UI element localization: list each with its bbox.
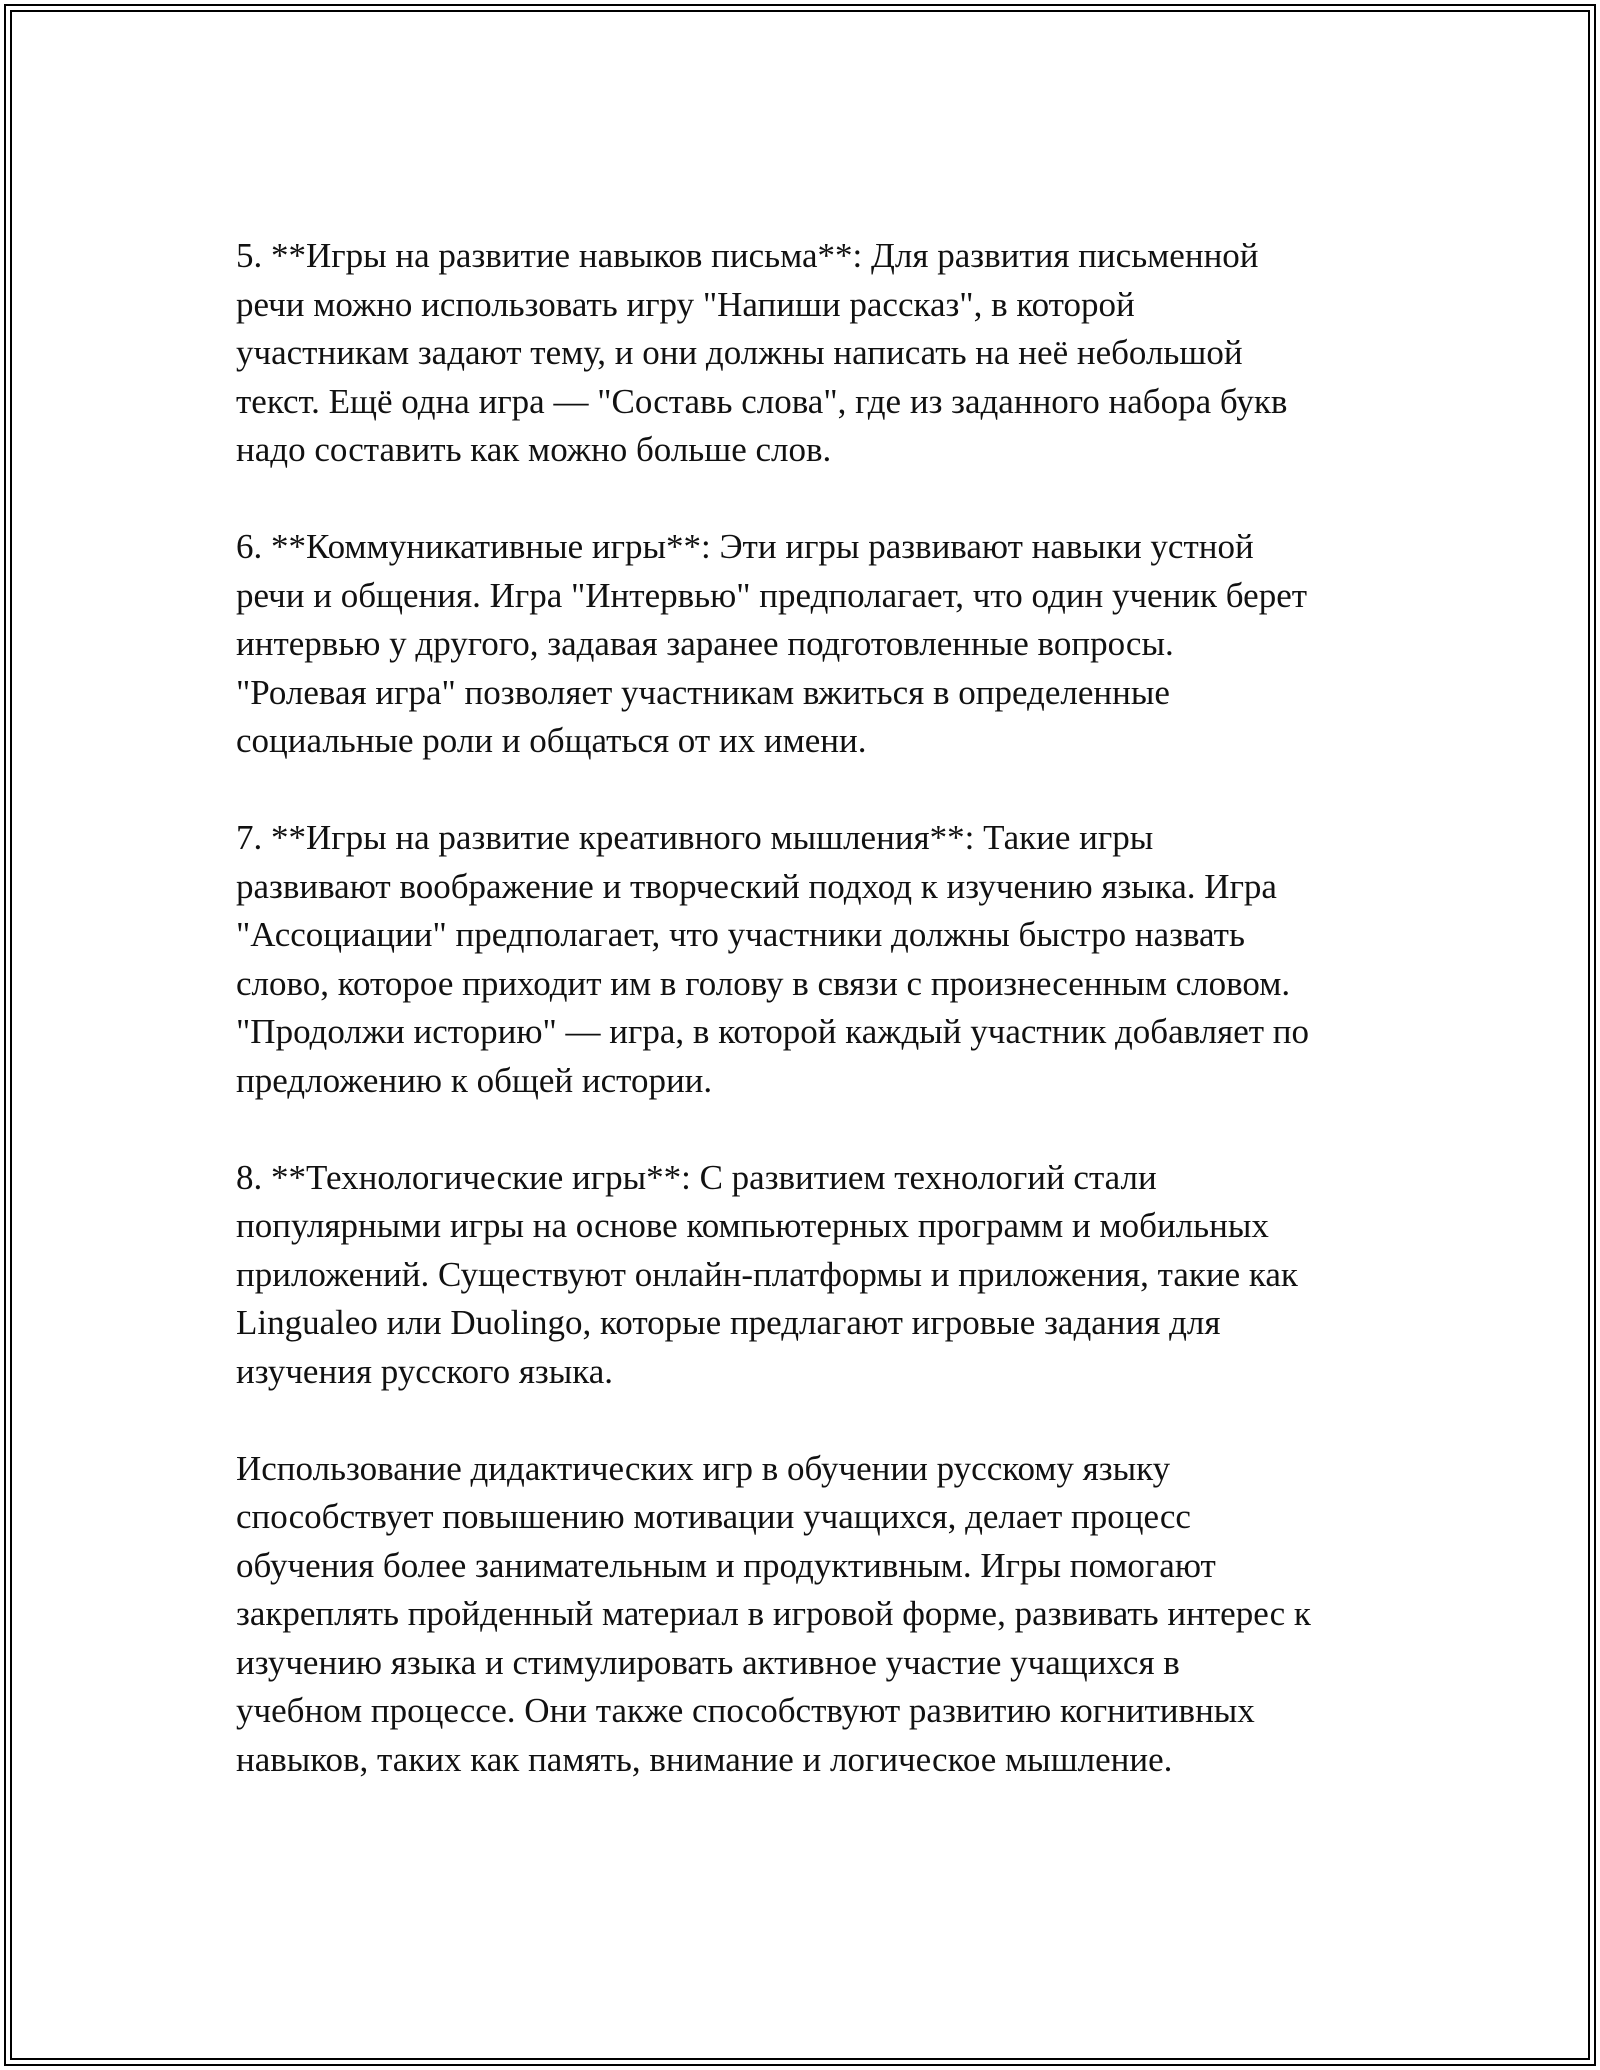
- paragraph-conclusion: Использование дидактических игр в обучении русскому языку способствует повышению мотивации учащихся, делает процесс обучения более занимательным и продуктивным. Игры помогают закреплять пройденный материал в игровой форме, развивать интерес к изучению языка и стимулировать активное участие учащихся в учебном процессе. Они также способствуют развитию когнитивных навыков, таких как память, внимание и логическое мышление.: [236, 1448, 1311, 1779]
- paragraph-technology-games: 8. **Технологические игры**: С развитием технологий стали популярными игры на основе компьютерных программ и мобильных приложений. Существуют онлайн-платформы и приложения, такие как Lingualeo или Duolingo, которые предлагают игровые задания для изучения русского языка.: [236, 1157, 1298, 1391]
- paragraph-creative-thinking-games: 7. **Игры на развитие креативного мышления**: Такие игры развивают воображение и творческий подход к изучению языка. Игра "Ассоциации" предполагает, что участники должны быстро назвать слово, которое приходит им в голову в связи с произнесенным словом. "Продолжи историю" — игра, в которой каждый участник добавляет по предложению к общей истории.: [236, 818, 1310, 1100]
- paragraph-writing-games: 5. **Игры на развитие навыков письма**: Для развития письменной речи можно использовать игру "Напиши рассказ", в которой участникам задают тему, и они должны написать на неё небольшой текст. Ещё одна игра — "Составь слова", где из заданного набора букв надо составить как можно больше слов.: [236, 236, 1288, 469]
- paragraph-communicative-games: 6. **Коммуникативные игры**: Эти игры развивают навыки устной речи и общения. Игра "Интервью" предполагает, что один ученик берет интервью у другого, задавая заранее подготовленные вопросы. "Ролевая игра" позволяет участникам вжиться в определенные социальные роли и общаться от их имени.: [236, 527, 1308, 760]
- document-body: [236, 232, 1366, 1784]
